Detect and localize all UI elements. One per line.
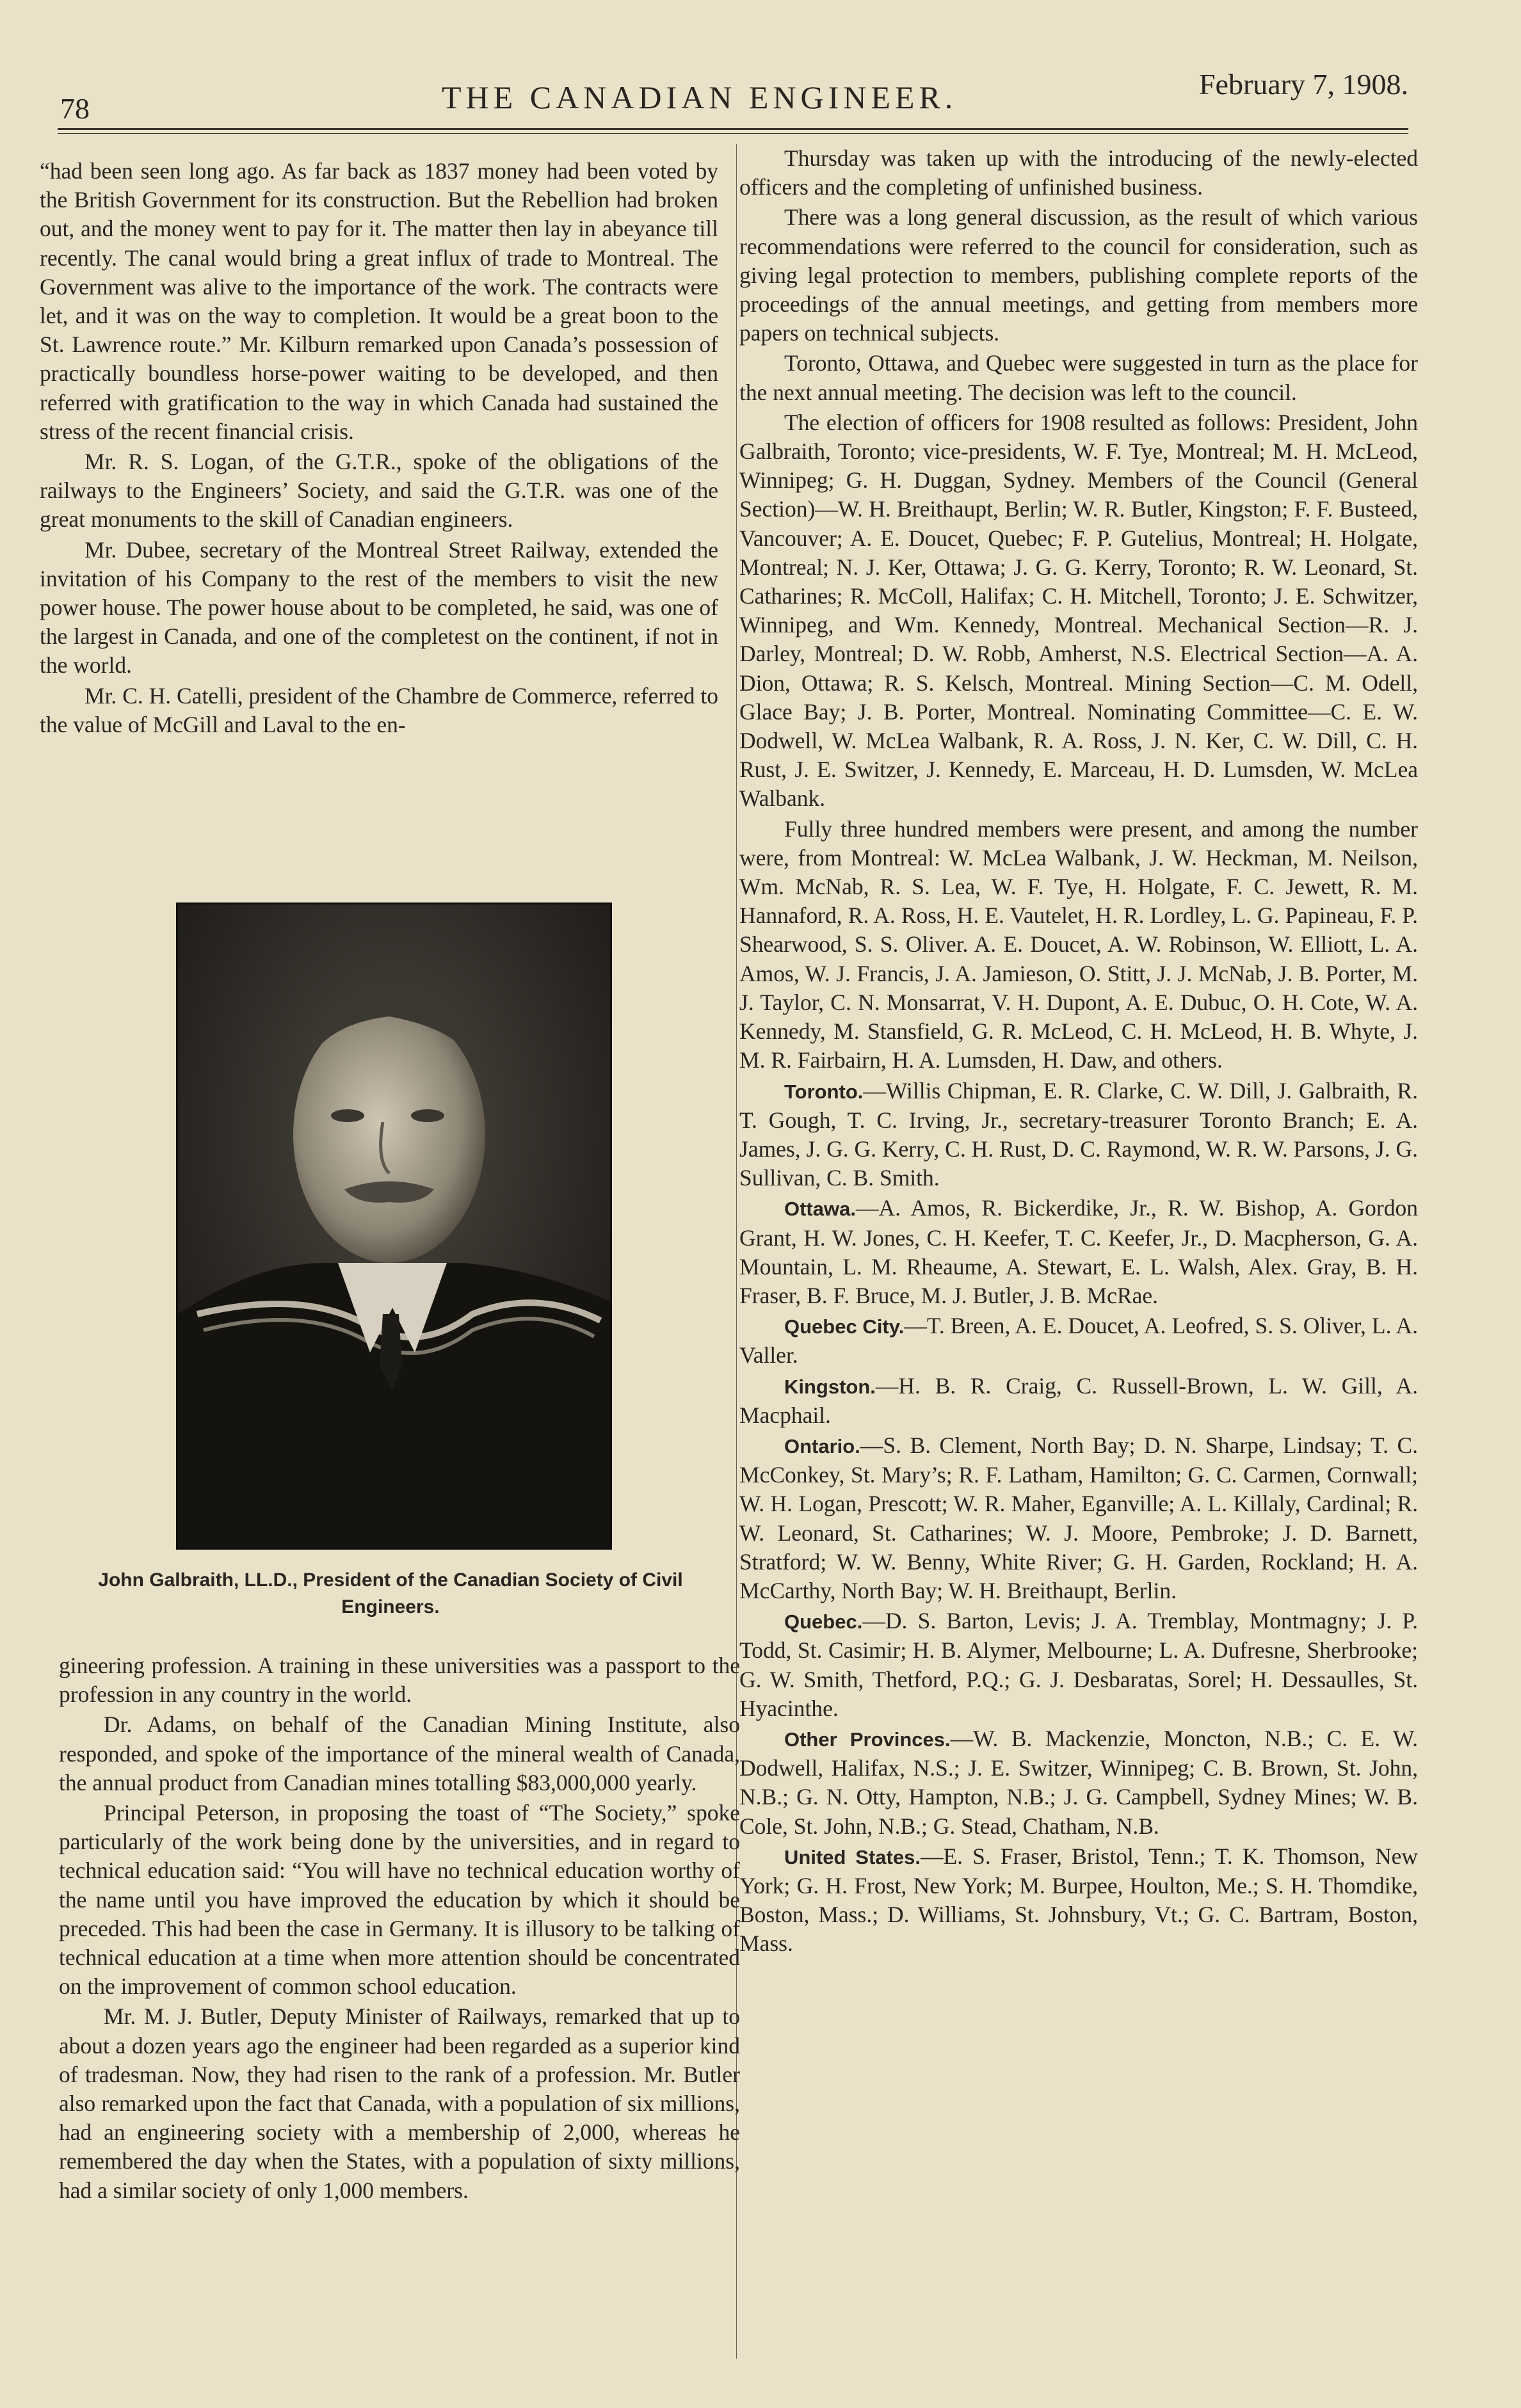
paragraph: gineering profession. A training in these universities was a passport to the profession in any country in the world. (59, 1653, 740, 1708)
portrait-photo (176, 903, 612, 1550)
paragraph: There was a long general discussion, as the result of which various recommendations were referred to the council for consideration, such as giving legal protection to members, publishing complete reports of the proceedings of the annual meetings, and getting from members more papers on technical subjects. (739, 204, 1418, 346)
region-entry-quebec-city (739, 1312, 1418, 1370)
region-entry-ontario (739, 1431, 1418, 1605)
region-members: —H. B. R. Craig, C. Russell-Brown, L. W. Gill, A. Macphail. (739, 1372, 1418, 1428)
paragraph: The election of officers for 1908 resulted as follows: President, John Galbraith, Toronto; vice-presidents, W. F. Tye, Montreal; M. H. McLeod, Winnipeg; G. H. Duggan, Sydney. Members of the Council (General Section)—W. H. Breithaupt, Berlin; W. R. Butler, Kingston; F. F. Busteed, Vancouver; A. E. Doucet, Quebec; F. P. Gutelius, Montreal; H. Holgate, Montreal; N. J. Ker, Ottawa; J. G. G. Kerry, Toronto; R. W. Leonard, St. Catharines; R. McColl, Halifax; C. H. Mitchell, Toronto; J. E. Schwitzer, Winnipeg, and Wm. Kennedy, Montreal. Mechanical Section—R. J. Darley, Montreal; D. W. Robb, Amherst, N.S. Electrical Section—A. A. Dion, Ottawa; R. S. Kelsch, Montreal. Mining Section—C. M. Odell, Glace Bay; J. B. Porter, Montreal. Nominating Committee—C. E. W. Dodwell, W. McLea Walbank, R. A. Ross, J. N. Ker, C. W. Dill, C. H. Rust, J. E. Switzer, J. Kennedy, E. Marceau, H. D. Lumsden, W. McLea Walbank. (739, 409, 1418, 812)
header-rule-thin (58, 133, 1408, 134)
region-entry-kingston (739, 1372, 1418, 1430)
page-header (58, 67, 1408, 125)
region-members: —D. S. Barton, Levis; J. A. Tremblay, Montmagny; J. P. Todd, St. Casimir; H. B. Alymer, Melbourne; L. A. Dufresne, Sherbrooke; G. W. Smith, Thetford, P.Q.; G. J. Desbaratas, Sorel; H. Dessaulles, St. Hyacinthe. (739, 1608, 1418, 1721)
region-name: Kingston. (784, 1375, 876, 1398)
paragraph: Principal Peterson, in proposing the toast of “The Society,” spoke particularly of the work being done by the universities, and in regard to technical education said: “You will have no technical education worthy of the name until you have improved the education by which it should be preceded. This had been the case in Germany. It is illusory to be talking of technical education at a time when more attention should be concentrated on the improvement of common school education. (59, 1800, 740, 2000)
paragraph: Mr. M. J. Butler, Deputy Minister of Railways, remarked that up to about a dozen years ago the engineer had been regarded as a superior kind of tradesman. Now, they had risen to the rank of a profession. Mr. Butler also remarked upon the fact that Canada, with a population of six millions, had an engineering society with a membership of 2,000, whereas he remembered the day when the States, with a population of sixty millions, had a similar society of only 1,000 members. (59, 2003, 740, 2203)
region-name: Other Provinces. (784, 1728, 951, 1751)
region-name: United States. (784, 1845, 921, 1868)
portrait-illustration (178, 904, 610, 1548)
issue-date: February 7, 1908. (1198, 68, 1408, 100)
paragraph: “had been seen long ago. As far back as 1837 money had been voted by the British Government for its construction. But the Rebellion had broken out, and the money went to pay for it. The matter then lay in abeyance till recently. The canal would bring a great influx of trade to Montreal. The Government was alive to the importance of the work. The contracts were let, and it was on the way to completion. It would be a great boon to the St. Lawrence route.” Mr. Kilburn remarked upon Canada’s possession of practically boundless horse-power waiting to be developed, and then referred with gratification to the way in which Canada had sustained the stress of the recent financial crisis. (40, 158, 718, 444)
right-column (739, 144, 1418, 1959)
page-number: 78 (60, 92, 90, 125)
left-column-bottom (59, 1651, 740, 2205)
region-name: Toronto. (784, 1080, 864, 1103)
region-members: —Willis Chipman, E. R. Clarke, C. W. Dill, J. Galbraith, R. T. Gough, T. C. Irving, Jr., secretary-treasurer Toronto Branch; E. A. James, J. G. G. Kerry, C. H. Rust, D. C. Raymond, W. R. W. Parsons, J. G. Sullivan, C. B. Smith. (739, 1077, 1418, 1191)
region-members: —A. Amos, R. Bickerdike, Jr., R. W. Bishop, A. Gordon Grant, H. W. Jones, C. H. Keefer, T. C. Keefer, Jr., D. Macpherson, G. A. Mountain, L. M. Rheaume, A. Stewart, E. L. Walsh, Alex. Gray, B. H. Fraser, B. F. Bruce, M. J. Butler, J. B. McRae. (739, 1195, 1418, 1308)
paragraph: Mr. R. S. Logan, of the G.T.R., spoke of the obligations of the railways to the Engineers’ Society, and said the G.T.R. was one of the great monuments to the skill of Canadian engineers. (40, 449, 718, 533)
paragraph: Toronto, Ottawa, and Quebec were suggested in turn as the place for the next annual meeting. The decision was left to the council. (739, 350, 1418, 405)
region-entry-quebec (739, 1607, 1418, 1723)
paragraph: Thursday was taken up with the introducing of the newly-elected officers and the completing of unfinished business. (739, 145, 1418, 200)
region-entry-united-states (739, 1842, 1418, 1959)
paragraph: Fully three hundred members were present, and among the number were, from Montreal: W. McLea Walbank, J. W. Heckman, M. Neilson, Wm. McNab, R. S. Lea, W. F. Tye, H. Holgate, F. C. Jewett, R. M. Hannaford, R. A. Ross, H. E. Vautelet, H. R. Lordley, L. G. Papineau, F. P. Shearwood, S. S. Oliver. A. E. Doucet, A. W. Robinson, W. Elliott, L. A. Amos, W. J. Francis, J. A. Jamieson, O. Stitt, J. J. McNab, J. B. Porter, M. J. Taylor, C. N. Monsarrat, V. H. Dupont, A. E. Dubuc, O. H. Cote, W. A. Kennedy, M. Stansfield, G. R. McLeod, C. H. McLeod, H. B. Whyte, J. M. R. Fairbairn, H. A. Lumsden, H. Daw, and others. (739, 815, 1418, 1073)
region-entry-toronto (739, 1077, 1418, 1193)
paragraph: Mr. Dubee, secretary of the Montreal Street Railway, extended the invitation of his Company to the rest of the members to visit the new power house. The power house about to be completed, he said, was one of the largest in Canada, and one of the completest on the continent, if not in the world. (40, 536, 718, 678)
header-rule-thick (58, 128, 1408, 130)
region-members: —S. B. Clement, North Bay; D. N. Sharpe, Lindsay; T. C. McConkey, St. Mary’s; R. F. Latham, Hamilton; G. C. Carmen, Cornwall; W. H. Logan, Prescott; W. R. Maher, Eganville; A. L. Killaly, Cardinal; R. W. Leonard, St. Catharines; W. J. Moore, Pembroke; J. D. Barnett, Stratford; W. W. Benny, White River; G. H. Garden, Rockland; H. A. McCarthy, North Bay; W. H. Breithaupt, Berlin. (739, 1432, 1418, 1603)
photo-caption: John Galbraith, LL.D., President of the Canadian Society of Civil Engineers. (98, 1569, 683, 1617)
region-members: —T. Breen, A. E. Doucet, A. Leofred, S. S. Oliver, L. A. Valler. (739, 1313, 1418, 1369)
region-entry-other-provinces (739, 1724, 1418, 1841)
journal-title: THE CANADIAN ENGINEER. (442, 79, 958, 115)
region-members: —W. B. Mackenzie, Moncton, N.B.; C. E. W. Dodwell, Halifax, N.S.; J. E. Switzer, Winnipeg; C. B. Brown, St. John, N.B.; G. N. Otty, Hampton, N.B.; J. G. Campbell, Sydney Mines; W. B. Cole, St. John, N.B.; G. Stead, Chatham, N.B. (739, 1725, 1418, 1839)
paragraph: Dr. Adams, on behalf of the Canadian Mining Institute, also responded, and spoke of the importance of the mineral wealth of Canada, the annual product from Canadian mines totalling $83,000,000 yearly. (59, 1712, 740, 1795)
left-column-top (40, 157, 718, 739)
region-name: Quebec. (784, 1610, 863, 1633)
region-name: Ottawa. (784, 1198, 856, 1221)
region-name: Ontario. (784, 1434, 860, 1457)
paragraph: Mr. C. H. Catelli, president of the Chambre de Commerce, referred to the value of McGill and Laval to the en- (40, 682, 718, 737)
region-entry-ottawa (739, 1194, 1418, 1310)
region-members: —E. S. Fraser, Bristol, Tenn.; T. K. Thomson, New York; G. H. Frost, New York; M. Burpee, Houlton, Me.; S. H. Thomdike, Boston, Mass.; D. Williams, St. Johnsbury, Vt.; G. C. Bartram, Boston, Mass. (739, 1843, 1418, 1957)
region-name: Quebec City. (784, 1315, 905, 1338)
